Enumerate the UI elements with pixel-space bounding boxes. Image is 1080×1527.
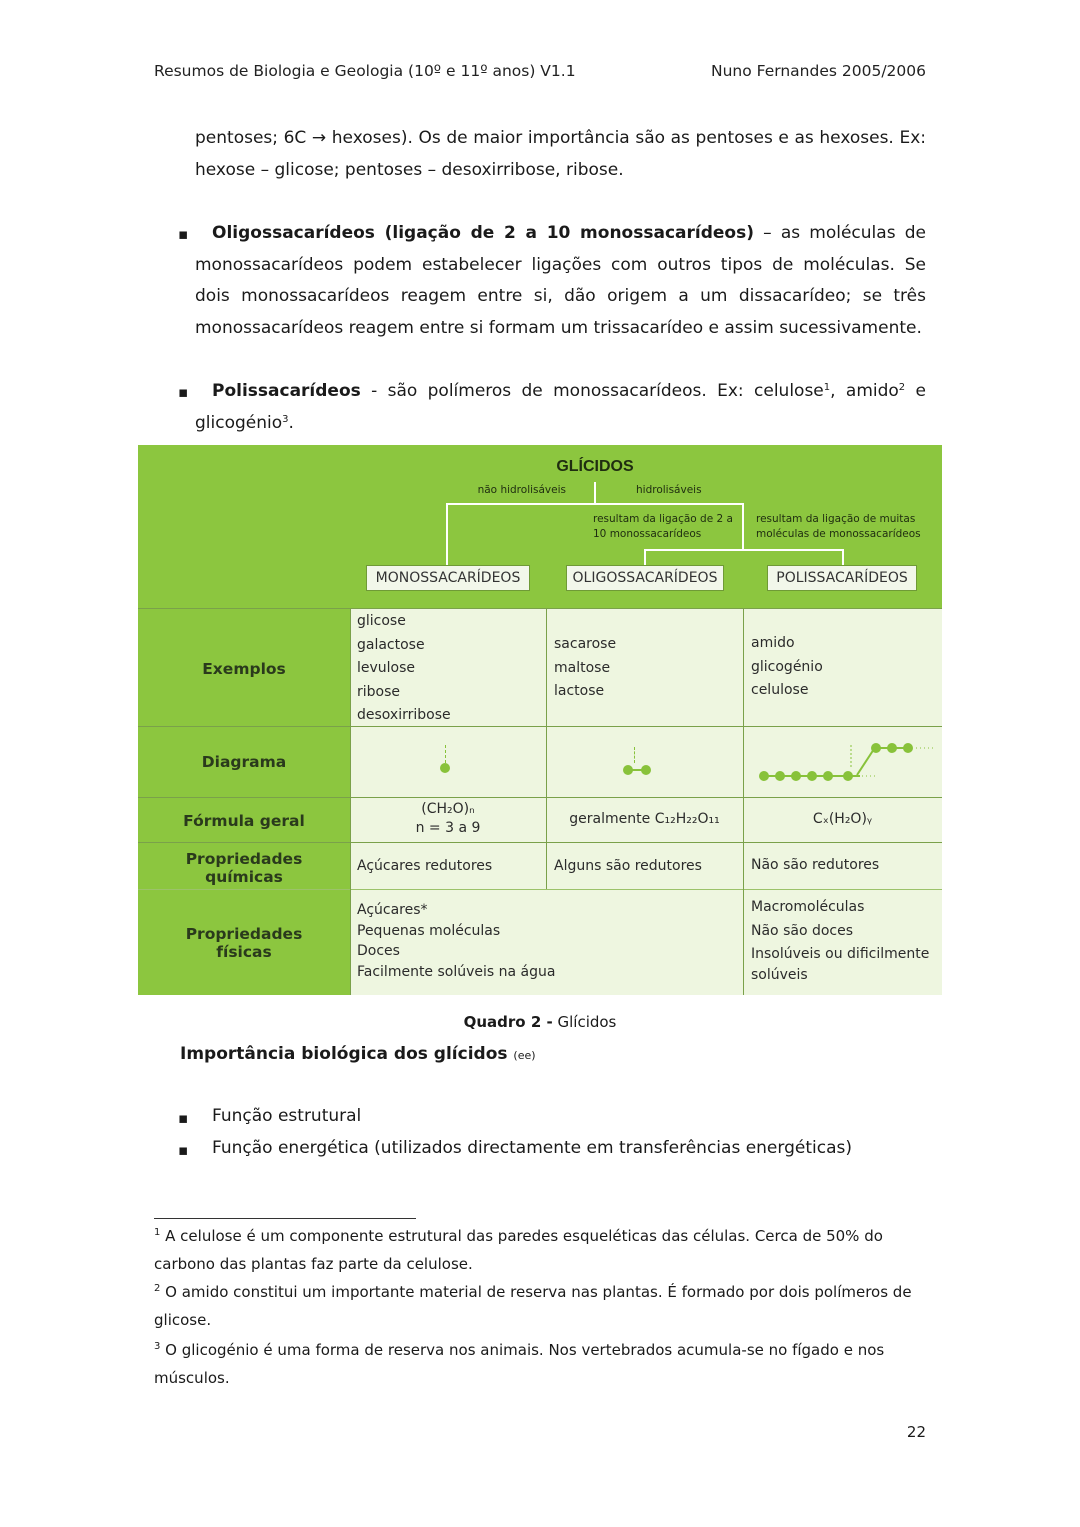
category-oligossacarideos: OLIGOSSACARÍDEOS bbox=[566, 565, 724, 591]
bullet-oligo-term: Oligossacarídeos (ligação de 2 a 10 monossacarídeos) bbox=[212, 223, 754, 243]
tree-line bbox=[842, 549, 844, 565]
formula-poli: Cₓ(H₂O)ᵧ bbox=[812, 811, 873, 827]
bullet-icon: ▪ bbox=[178, 1141, 189, 1159]
phys-poli bbox=[751, 896, 929, 983]
function-item: Função estrutural bbox=[212, 1106, 362, 1126]
example-item: glicogénio bbox=[751, 658, 823, 675]
caption-label: Quadro 2 - bbox=[463, 1013, 553, 1031]
example-item: lactose bbox=[554, 683, 605, 699]
example-item: celulose bbox=[751, 682, 809, 698]
footnote-2 bbox=[154, 1278, 926, 1334]
row-label-formula: Fórmula geral bbox=[183, 812, 305, 830]
footnote-1 bbox=[154, 1222, 926, 1278]
monomer-dot-icon bbox=[440, 763, 450, 773]
header-author: Nuno Fernandes 2005/2006 bbox=[711, 62, 926, 80]
footnote-number: 3 bbox=[154, 1341, 161, 1352]
tree-line bbox=[446, 503, 448, 565]
tree-line bbox=[446, 503, 744, 505]
note-oligo-line-1: resultam da ligação de 2 a bbox=[593, 513, 733, 525]
bullet-poli-text-c: e glicogénio bbox=[195, 381, 926, 433]
row-label-diagrama: Diagrama bbox=[201, 753, 287, 771]
function-item: Função energética (utilizados directamente em transferências energéticas) bbox=[212, 1138, 852, 1158]
grid-line bbox=[138, 726, 942, 727]
intro-line-1: pentoses; 6C → hexoses). Os de maior importância são as pentoses e as hexoses. Ex: bbox=[195, 128, 926, 148]
note-oligo-line-2: 10 monossacarídeos bbox=[593, 528, 702, 540]
header-title: Resumos de Biologia e Geologia (10º e 11º anos) V1.1 bbox=[154, 62, 576, 80]
example-item: amido bbox=[751, 635, 795, 651]
phys-item: Macromoléculas bbox=[751, 899, 865, 915]
bullet-icon: ▪ bbox=[178, 1109, 189, 1127]
footnote-number: 1 bbox=[154, 1227, 161, 1238]
grid-line bbox=[546, 608, 547, 889]
bullet-oligo-text: – as moléculas de monossacarídeos podem estabelecer ligações com outros tipos de moléculas. Se dois monossacarídeos reagem entre si, dão origem a um dissacarídeo; se três monossacarídeos reagem entre si formam um trissacarídeo e assim sucessivamente. bbox=[195, 223, 926, 338]
figure-caption bbox=[0, 1013, 1080, 1031]
row-label-quimicas-1: Propriedades bbox=[185, 850, 303, 868]
phys-item: Pequenas moléculas bbox=[357, 922, 501, 939]
example-item: sacarose bbox=[554, 636, 617, 652]
tree-line bbox=[644, 549, 844, 551]
chem-poli: Não são redutores bbox=[751, 857, 880, 873]
footnote-text: O amido constitui um importante material de reserva nas plantas. É formado por dois polímeros de glicose. bbox=[154, 1283, 912, 1329]
example-item: glicose bbox=[357, 613, 406, 629]
tree-line bbox=[742, 503, 744, 549]
phys-item: Facilmente solúveis na água bbox=[357, 963, 556, 980]
note-oligo bbox=[593, 512, 733, 542]
phys-item: Açúcares* bbox=[357, 902, 428, 918]
category-polissacarideos: POLISSACARÍDEOS bbox=[767, 565, 917, 591]
grid-line bbox=[138, 608, 942, 609]
tree-line bbox=[644, 549, 646, 565]
tree-line bbox=[594, 482, 596, 504]
footnote-ref-1[interactable]: 1 bbox=[823, 382, 831, 393]
example-item: desoxirribose bbox=[357, 707, 451, 723]
grid-line bbox=[743, 608, 744, 995]
bullet-polissacarideos bbox=[195, 376, 926, 439]
section-title bbox=[180, 1044, 536, 1064]
chem-mono: Açúcares redutores bbox=[357, 858, 493, 874]
figure-title: GLÍCIDOS bbox=[556, 458, 634, 475]
bullet-icon: ▪ bbox=[178, 225, 189, 243]
footnote-text: A celulose é um componente estrutural das paredes esqueléticas das células. Cerca de 50% do carbono das plantas faz parte da celulose. bbox=[154, 1227, 883, 1273]
bullet-poli-text-b: , amido bbox=[830, 381, 899, 401]
chem-oligo: Alguns são redutores bbox=[554, 858, 702, 874]
monomer-dot-icon bbox=[641, 765, 651, 775]
phys-item: Não são doces bbox=[751, 922, 854, 939]
footnote-number: 2 bbox=[154, 1283, 161, 1294]
bullet-poli-text-d: . bbox=[288, 412, 294, 433]
intro-line-2: hexose – glicose; pentoses – desoxirribose, ribose. bbox=[195, 159, 624, 180]
category-monossacarideos: MONOSSACARÍDEOS bbox=[366, 565, 530, 591]
grid-line bbox=[138, 889, 942, 890]
examples-mono bbox=[357, 610, 451, 728]
glicidos-figure bbox=[138, 445, 942, 995]
formula-mono bbox=[350, 800, 546, 838]
example-item: levulose bbox=[357, 660, 416, 676]
bullet-poli-term: Polissacarídeos bbox=[212, 381, 361, 401]
footnote-3 bbox=[154, 1336, 926, 1392]
page-number: 22 bbox=[906, 1423, 926, 1441]
polymer-chain-icon bbox=[750, 735, 940, 783]
footnote-ref-2[interactable]: 2 bbox=[898, 382, 906, 393]
footnote-separator bbox=[154, 1218, 416, 1219]
footnote-ref-3[interactable]: 3 bbox=[282, 413, 289, 425]
bond-line bbox=[445, 745, 447, 763]
section-tag: (ee) bbox=[513, 1049, 536, 1062]
caption-text: Glícidos bbox=[552, 1013, 617, 1031]
phys-item: Insolúveis ou dificilmente bbox=[751, 946, 930, 962]
branch-non-hydrolysable: não hidrolisáveis bbox=[477, 484, 566, 496]
bullet-oligossacarideos bbox=[195, 218, 926, 344]
phys-item: solúveis bbox=[751, 966, 808, 983]
bullet-icon: ▪ bbox=[178, 383, 189, 401]
grid-line bbox=[138, 842, 942, 843]
note-poli-line-1: resultam da ligação de muitas bbox=[756, 513, 916, 525]
examples-oligo bbox=[554, 633, 616, 704]
examples-poli bbox=[751, 632, 823, 703]
intro-paragraph bbox=[195, 123, 926, 186]
row-label-fisicas bbox=[138, 925, 350, 961]
row-label-quimicas bbox=[138, 850, 350, 886]
formula-mono-2: n = 3 a 9 bbox=[415, 820, 481, 836]
formula-oligo: geralmente C₁₂H₂₂O₁₁ bbox=[569, 811, 720, 827]
row-label-fisicas-2: físicas bbox=[216, 943, 272, 961]
note-poli-line-2: moléculas de monossacarídeos bbox=[756, 528, 921, 540]
phys-mono bbox=[357, 900, 555, 982]
formula-mono-1: (CH₂O)ₙ bbox=[421, 801, 475, 817]
row-label-quimicas-2: químicas bbox=[205, 868, 283, 886]
bond-line bbox=[634, 747, 636, 763]
branch-hydrolysable: hidrolisáveis bbox=[636, 484, 702, 496]
footnote-text: O glicogénio é uma forma de reserva nos animais. Nos vertebrados acumula-se no fígado e nos músculos. bbox=[154, 1341, 885, 1387]
row-label-exemplos: Exemplos bbox=[202, 660, 286, 678]
phys-item: Doces bbox=[357, 943, 400, 959]
example-item: galactose bbox=[357, 636, 425, 653]
bullet-poli-text-a: - são polímeros de monossacarídeos. Ex: celulose bbox=[360, 381, 824, 401]
section-title-text: Importância biológica dos glícidos bbox=[180, 1044, 508, 1064]
note-poli bbox=[756, 512, 921, 542]
example-item: maltose bbox=[554, 659, 611, 676]
row-label-fisicas-1: Propriedades bbox=[185, 925, 303, 943]
grid-line bbox=[138, 797, 942, 798]
example-item: ribose bbox=[357, 683, 401, 700]
